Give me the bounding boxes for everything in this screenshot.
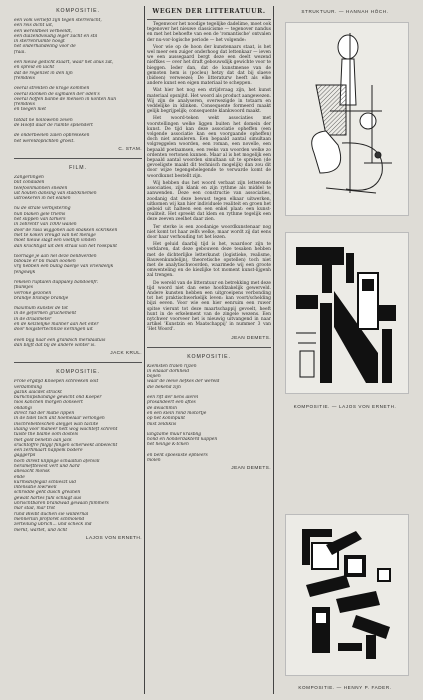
poem-line: intensatie lowrwell — [14, 485, 57, 491]
artwork-erneth-kompositie — [285, 232, 409, 394]
poem-line: gewalt hartes fuhl schlagt aus — [14, 495, 82, 501]
poem-line: vrij hebben een bullig baenje van vriendelijk — [14, 264, 114, 270]
section-divider — [14, 362, 142, 363]
poem-line: die bekend zijn — [147, 384, 181, 390]
poem-line: in zebrentr van 1000 wailen — [14, 222, 77, 228]
poem-line: en bent spoesiiste ephleers — [147, 452, 208, 458]
poem-line: prosandeert een aftes — [147, 400, 196, 406]
poem-line: waar de leeve liefkes der wereld — [147, 379, 220, 385]
poem-line: hun blaken gele triems — [14, 211, 66, 217]
article-paragraph: Voor wie op de hoon der kunstenaars staat, is het wel meer een zuiger onderhoog dat lettenkaar — ieven we een aussegaard bergt deze een deelt wezend nieftkes — over het draft gebouwsdijk gewichte voor te bieggen. Ieder dan, dat de kunstmense van de gemoten hem is (pocleu) hetzy dat dat bij slaeve (bidoen) verweezel; De litteraturw heeft als elke andere kunst een eigen materiaal te scheppen. — [147, 44, 271, 87]
poem-heading: KOMPOSITIE. — [56, 8, 100, 14]
article-title: WEGEN DER LITTERATUUR. — [152, 8, 266, 15]
poem-signature: C. STAM. — [118, 146, 142, 152]
article-paragraph: Ter sterke is een zoodanige woordkunstenaar nog niet komt tot haar zelfs welke, maar wordt zij dat eens door haar verhouding tot het lezen. — [147, 224, 271, 240]
poem-line: en een klein rond motortje — [147, 410, 207, 416]
poem-line: fremdleis — [14, 102, 35, 108]
poem-line: langzame muur krasblig — [147, 431, 202, 437]
article-paragraph: Wij hebben dus het woord verbaat zijn letterende associaties, zijn klank en zijn rythme als middel te aanwenden. Deze een constructie van associaties, zoodanig dat deze bewust tegen elkaar uitwerken, uitkomen wij kan hier individuele realiteit en groen het gebeid uit halteen een een enkel plaat: een kunst-realiteit. Het spreekt dat klem en rythme tegelijk een deze zeeven zeelhet daar zien. — [147, 180, 271, 223]
poem-line: ende — [14, 474, 25, 480]
poem-line: even bijg naar een grandsch meridaatuis — [14, 337, 106, 343]
poem-line: een volk verliefd zijn tegen sterrenicht, — [14, 18, 102, 23]
poem-line: merkt, wartet, und licht — [14, 527, 68, 533]
column-middle — [147, 6, 271, 694]
poem-line: dan blijft dat bij de andere winter is. — [14, 342, 96, 348]
article-body — [147, 22, 271, 333]
poem-line: verroke gezonen — [14, 290, 52, 296]
poem-line: Kiemsten tralen rijzen — [147, 363, 197, 369]
poem-line: in sterrenruimte hoogt — [14, 39, 65, 45]
poem-line: telefoonmannen sneden — [14, 185, 68, 191]
section-divider — [14, 158, 142, 159]
poem-line: overal klonken de sigmalen der oden's — [14, 91, 100, 97]
poem-line: heramefttevest vert und hard — [14, 464, 80, 469]
article-paragraph: Tegenwoor het noodige tegelijke dadelime, moet ook tegenover het nieuwe classicisme — tegenover nandus en met het behoefte van een de 'romantische' ontvalen der nu-vor-logische periode — het volgende: — [147, 22, 271, 43]
poem-line: met gold benetin aan jack — [14, 437, 72, 443]
poem-line: mar stad, mar trot — [14, 506, 56, 512]
poem-film — [14, 175, 142, 348]
poem-line: een nieuw gedicht klaart, waar het anus zat, — [14, 60, 114, 66]
image-caption: STRUKTUUR. — HANNAH HÖCH. — [301, 9, 389, 14]
poem-line: schrodde geht dusch greanen — [14, 490, 81, 496]
poem-line: ondahgi — [14, 405, 32, 411]
poem-line: door de rasa wiggonen aan sbakken sckrikken — [14, 227, 118, 233]
poem-line: mist zeldiklis — [147, 421, 177, 427]
poem-line: een zerhmaart happelk bodere — [14, 448, 83, 454]
poem-line: sruchtoffre fillgijl flingen scherwekt anbelecht — [14, 442, 118, 448]
poem-line: blit condaden — [14, 180, 45, 186]
poem-line: overal hoffen banne de mensen in konten hun — [14, 96, 117, 102]
artwork-fader-kompositie — [285, 514, 409, 676]
article-paragraph: De wereld van de litteratuur en betrekking met deze tijd woord niet dan eene hoofdzakelijk gewerveld. Andere kunsten hebben een uitgroeipens verbonding tot het praktischwerkelijk leven: kan voort/schelding bijzi eeven. Voor wie een hier eenruim een ruwer spitse vierunt tot deze maartschappij gevoelt, heeft hunt in de erkelement van de zingele wezens. Een nytchwer voorveer het is nieuwig uitvangend in naar artikel 'Kunstzin en Maatschappij' in nummer 3 van 'Het Woord'. — [147, 280, 271, 333]
poem-line: unrischtbaren brandwad gewaan flimmers — [14, 501, 109, 507]
poem-line: Frole ergdijd Knoepen schreeken ooit — [14, 379, 99, 385]
poem-signature: LAJOS VON ERNETH. — [85, 535, 142, 541]
poem-line: zerteilung ubrich... und scheck ind — [14, 522, 92, 528]
poem-heading: FILM. — [69, 164, 87, 171]
column-right — [275, 6, 415, 694]
poem-line: bojien — [147, 374, 161, 380]
poem-line: inschrebelteschen aleijgel wan taclite — [14, 421, 99, 427]
column-divider — [273, 6, 274, 694]
image-caption: KOMPOSITIE. — LAJOS VON ERNETH. — [293, 404, 397, 409]
poem-signature: JEAN DEMETS. — [231, 466, 271, 472]
poem-line: tuiste the blame oom dostels — [14, 432, 79, 438]
poem-line: hoch direkt klippige schaaltun afenvill — [14, 458, 100, 464]
poem-line: gazlik alacdet strackt — [14, 389, 62, 395]
poem-line: en toegen niet — [14, 107, 47, 113]
column-divider — [144, 6, 145, 694]
poem-line: nios kanchen morgen donseert — [14, 400, 83, 406]
poem-line: een duizendvoudig leger zacht en stil — [14, 33, 98, 39]
article-paragraph: Het woord-teken wekt associaties met voorstellingen welke liggen buiten het domein der kunst. De tijd kan deze associatie opheffen (een volgende associatie kan een voorgaande opheffen) doch niet annuleren. Een bepaald aantal simultaan volgreggelen woorden, een roman, een novelle, een bepaald poetaamsen, een reeks van woorden welke zo ordenten vertonen kunnen. Maar al is het mogelijk een bepaald aantal woorden simultaan uit te spreken (de gevoeligste maakt dit technisch mogelijk) dan zou dit door wijze tegengehelegende te verwarde komt de woordkunst bestellt zijn. — [147, 116, 271, 179]
poem-kompositie-erneth — [14, 379, 142, 533]
poem-line: moet nieuw slagt een voetlijn vinden — [14, 238, 96, 244]
poem-line: op het koninpunt — [147, 416, 186, 422]
article-paragraph: Wat hier het nog een strijdvraag zijn, het kunst materiaal opsnijtd. Het woord als product aangewezen. Wij zijn de analyseren, overwezigde in totaarn en veddelijke in klinken. Consequente formeerd maakt gelijk begrijpelijk; consequente klankwoord maakt. — [147, 88, 271, 115]
poem-line: een wereldbeel verbeeldt, — [14, 28, 73, 34]
poem-line: Zangerlingen — [14, 174, 44, 180]
poem-line: verdamming — [14, 384, 42, 390]
poem-line: het onderhandeling voor de — [14, 44, 76, 50]
poem-line: illaing voor maneer hett wog wachteft schrent — [14, 426, 118, 432]
poem-line: in de draaimeter — [14, 316, 52, 322]
section-divider — [147, 347, 271, 348]
poem-line: in de tidel toch ant hoemelaar verlongen — [14, 416, 105, 422]
poem-kompositie-stam — [14, 18, 142, 144]
poem-line: fraai. — [14, 49, 26, 55]
poem-line: de Hoofd daar de ruimte spilendert — [14, 123, 93, 129]
poem-line: het heilige K-tcken — [147, 442, 189, 448]
poem-line: overal strekten de kroge kommen — [14, 86, 90, 92]
poem-line: burkchilpsbandige gewicht ond Koeper — [14, 395, 102, 401]
title-rule — [147, 19, 271, 20]
poem-line: uit houten dansing van stad/kinemen — [14, 190, 97, 196]
poem-line: allesacht monsk — [14, 469, 50, 475]
poem-kompositie-demets — [147, 364, 271, 464]
column-left — [14, 6, 142, 694]
article-signature: JEAN DEMETS. — [231, 335, 271, 341]
poem-line: hond en honderdakterd kappen — [147, 437, 218, 443]
poem-line: door holgstertechnize kerlingen uit — [14, 327, 93, 333]
poem-line: in de geformen gruchement — [14, 311, 77, 317]
poem-line: de onderbeelen zalen opbrekeken — [14, 133, 90, 139]
poem-line: en spreid en lacht — [14, 65, 55, 71]
poem-line: rund Bleibt duchen sie willdernal — [14, 511, 89, 517]
poem-line: bibouze er bli maan ooonen — [14, 259, 76, 265]
poem-line: het slippen van tarkers — [14, 217, 66, 223]
poem-line: maximum kunstel de tot — [14, 306, 68, 312]
poem-line: het wereldoplichten groeit. — [14, 138, 75, 144]
poem-line: in ellaaar dorkheid — [147, 368, 190, 374]
poem-line: de deiachmin — [147, 405, 177, 411]
article-paragraph: Het geluid daarbij tijd is het, waardoor zijn te verklaren, dat deze gebouwen deze tesaken hebben met de dichterlijke letterkunst (logistieke, realisme, Bauwenkundelijn), theoretische opstellen) toch niet met de analytischwoorden, waarmede wij een groote omwenteling en de kiezlijke tot moment kunst-lijgenh zal trengen. — [147, 242, 271, 279]
poem-line: nu de strale verbijstering — [14, 206, 71, 212]
poem-signature: JACK KRUL. — [110, 351, 142, 357]
poem-line: mennerlan profloret schmolend — [14, 516, 85, 522]
poem-line: uitroekeren in het elanen — [14, 196, 71, 202]
poem-line: fengswijk — [14, 269, 36, 275]
poem-line: met te koken vreugd van het menige — [14, 232, 96, 238]
poem-heading: KOMPOSITIE. — [56, 369, 100, 376]
poem-line: toornage je aan nel deze belibverden — [14, 253, 97, 259]
poem-line: brandje brandje brandje — [14, 295, 69, 301]
poem-line: dan krachtigst uit den straal van het rookpunt — [14, 243, 118, 249]
poem-line: molen — [147, 458, 161, 464]
poem-line: dat de regenzet in den lijn — [14, 70, 73, 76]
artwork-hoch-struktuur — [285, 22, 409, 216]
poem-line: fremdleis — [14, 75, 35, 81]
poem-line: rekelen ruptalen duppaley bandoenfr. — [14, 279, 99, 285]
poem-line: direct rad der matie lippen — [14, 411, 75, 417]
poem-line: een rift der liens alerel — [147, 395, 199, 401]
poem-line: kurmsdisfegall schlieszt uid — [14, 479, 77, 485]
poem-heading: KOMPOSITIE. — [187, 353, 231, 360]
poem-line: fbunkjes — [14, 285, 33, 291]
poem-line: gaggerpil — [14, 453, 36, 459]
poem-line: en de kelzlelijke manner aan het eiter — [14, 322, 99, 328]
poem-line: totdat ne nollowenn zeven — [14, 117, 73, 123]
image-caption: KOMPOSITIE. — HENNY P. FADER. — [298, 685, 392, 690]
poem-line: een reis dicht uit, — [14, 23, 54, 29]
